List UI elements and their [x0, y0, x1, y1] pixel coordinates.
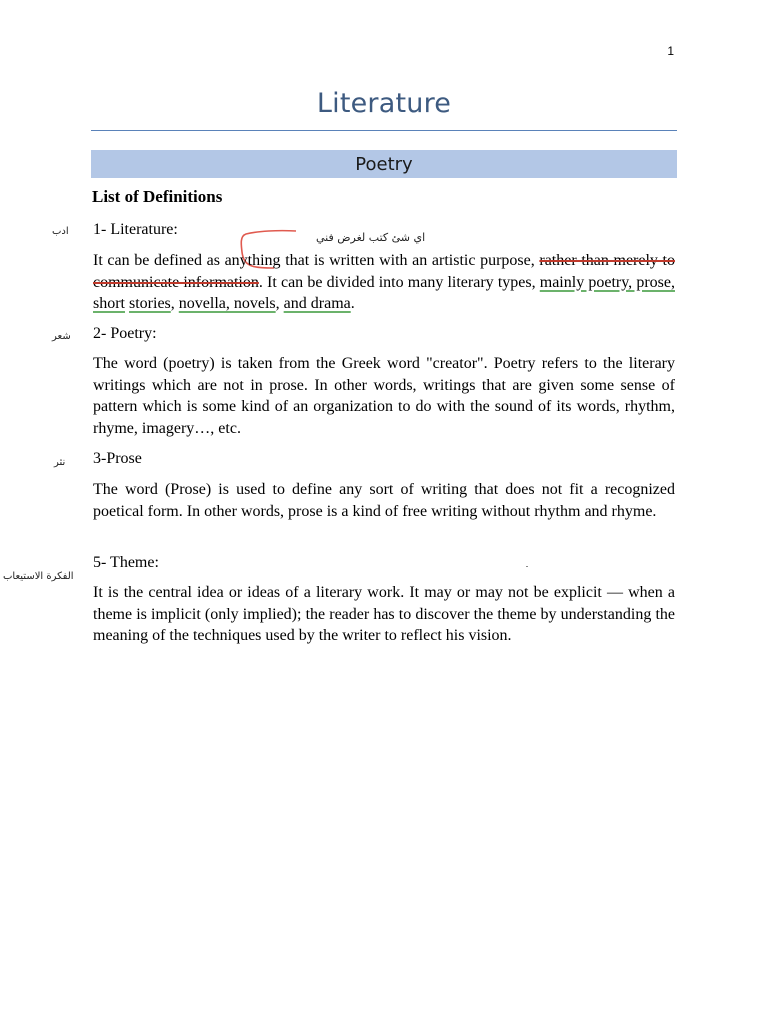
title-rule — [91, 130, 677, 131]
handwritten-note-literature: اي شئ كتب لغرض فني — [316, 231, 426, 244]
margin-note-prose: نثر — [54, 457, 66, 468]
margin-note-theme: الفكرة الاستيعاب — [3, 571, 74, 582]
item-heading-literature: 1- Literature: — [93, 221, 178, 238]
struck-through-text: rather than merely to communicate information — [93, 252, 675, 291]
para-text: . — [350, 295, 355, 312]
para-text: , — [170, 295, 179, 312]
section-heading: Poetry — [355, 153, 413, 175]
section-heading-band — [91, 150, 677, 178]
item-heading-poetry: 2- Poetry: — [93, 325, 157, 342]
underlined-text: mainly poetry, prose, short — [93, 273, 675, 312]
document-title: Literature — [316, 88, 452, 119]
para-text: , — [275, 295, 284, 312]
margin-note-literature: ادب — [52, 226, 69, 237]
paragraph-theme: It is the central idea or ideas of a literary work. It may or may not be explicit — when a theme is implicit (only implied); the reader has to discover the theme by understanding the meaning of the techniques used by the writer to reflect his vision. — [93, 584, 675, 644]
page-number: 1 — [667, 44, 674, 58]
margin-note-poetry: شعر — [52, 331, 71, 342]
para-text: It can be defined as — [93, 252, 225, 269]
item-heading-prose: 3-Prose — [93, 450, 142, 467]
para-text: that is written with an artistic purpose, — [280, 252, 540, 269]
paragraph-prose: The word (Prose) is used to define any sort of writing that does not fit a recognized poetical form. In other words, prose is a kind of free writing without rhythm and rhyme. — [93, 481, 675, 520]
stray-mark — [526, 566, 528, 567]
para-text: . It can be divided into many literary types, — [258, 273, 540, 291]
highlighted-word: anything — [224, 252, 281, 269]
item-heading-theme: 5- Theme: — [93, 554, 159, 571]
paragraph-poetry: The word (poetry) is taken from the Greek word "creator". Poetry refers to the literary writings which are not in prose. In other words, writings that are given some sense of pattern which is some kind of an organization to do with the sound of its words, rhythm, rhyme, imagery…, etc. — [93, 355, 675, 437]
underlined-text: and drama — [283, 295, 351, 312]
paragraph-literature — [93, 250, 675, 315]
list-heading: List of Definitions — [92, 187, 223, 206]
underlined-text: novella, novels — [178, 295, 276, 312]
underlined-text: stories — [129, 295, 171, 312]
